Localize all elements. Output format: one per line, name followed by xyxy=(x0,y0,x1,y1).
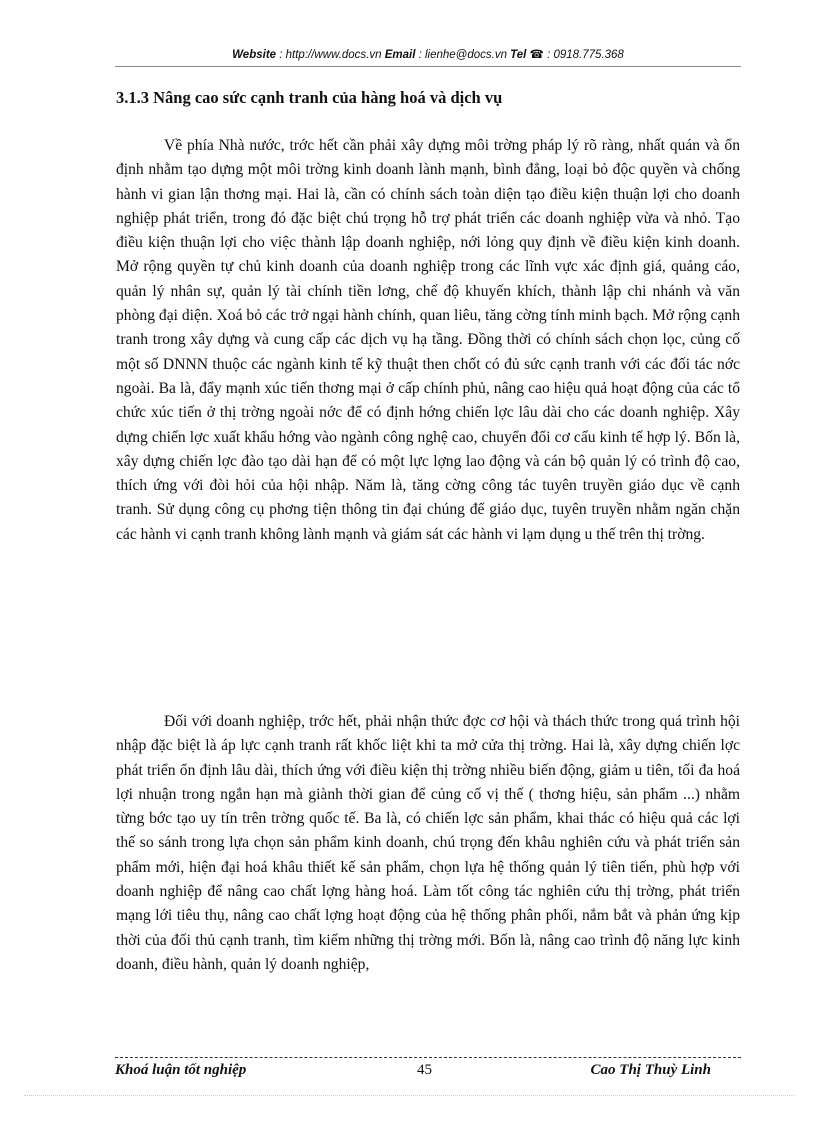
page-footer xyxy=(115,1062,741,1082)
footer-divider xyxy=(115,1057,741,1058)
paragraph-enterprise: Đối với doanh nghiệp, trớc hết, phải nhận thức đợc cơ hội và thách thức trong quá trình hội nhập đặc biệt là áp lực cạnh tranh rất khốc liệt khi ta mở cửa thị trờng. Hai là, xây dựng chiến lợc phát triển ổn định lâu dài, thích ứng với điều kiện thị trờng nhiều biến động, giảm u tiên, tối đa hoá lợi nhuận trong ngắn hạn mà giành thời gian để củng cố vị thế ( thơng hiệu, sản phẩm ...) nhằm từng bớc tạo uy tín trên trờng quốc tế. Ba là, có chiến lợc sản phẩm, khai thác có hiệu quả các lợi thế so sánh trong lựa chọn sản phẩm kinh doanh, chú trọng đến khâu nghiên cứu và phát triển sản phẩm mới, hiện đại hoá khâu thiết kế sản phẩm, chọn lựa hệ thống quản lý tiên tiến, phù hợp với doanh nghiệp để nâng cao chất lợng hàng hoá. Làm tốt công tác nghiên cứu thị trờng, phát triển mạng lới tiêu thụ, nâng cao chất lợng hoạt động của hệ thống phân phối, nắm bắt và phản ứng kịp thời của đối thủ cạnh tranh, tìm kiếm những thị trờng mới. Bốn là, nâng cao trình độ năng lực kinh doanh, điều hành, quản lý doanh nghiệp, xyxy=(116,713,740,973)
footer-thesis-label: Khoá luận tốt nghiệp xyxy=(115,1062,247,1078)
footer-author: Cao Thị Thuỳ Linh xyxy=(590,1062,711,1078)
page-header xyxy=(115,47,741,61)
section-title: 3.1.3 Nâng cao sức cạnh tranh của hàng hoá và dịch vụ xyxy=(116,88,503,107)
website-label: Website xyxy=(232,49,277,61)
header-divider xyxy=(115,66,741,67)
tel-value: : 0918.775.368 xyxy=(543,49,624,61)
bottom-divider xyxy=(24,1095,794,1096)
page-number: 45 xyxy=(417,1062,432,1078)
tel-label: Tel ☎ xyxy=(510,49,544,61)
website-value: : http://www.docs.vn xyxy=(276,49,385,61)
email-label: Email xyxy=(384,49,416,61)
paragraph-state: Về phía Nhà nước, trớc hết cần phải xây dựng môi trờng pháp lý rõ ràng, nhất quán và ổn định nhằm tạo dựng một môi trờng kinh doanh lành mạnh, bình đẳng, loại bỏ độc quyền và chống hành vi gian lận thơng mại. Hai là, cần có chính sách toàn diện tạo điều kiện thuận lợi cho doanh nghiệp phát triển, trong đó đặc biệt chú trọng hỗ trợ phát triển các doanh nghiệp vừa và nhỏ. Tạo điều kiện thuận lợi cho việc thành lập doanh nghiệp, nới lỏng quy định về điều kiện kinh doanh. Mở rộng quyền tự chủ kinh doanh của doanh nghiệp trong các lĩnh vực xác định giá, quảng cáo, quản lý nhân sự, quản lý tài chính tiền lơng, chế độ khuyến khích, thành lập chi nhánh và văn phòng đại diện. Xoá bỏ các trở ngại hành chính, quan liêu, tăng cờng tính minh bạch. Mở rộng cạnh tranh trong xây dựng và cung cấp các dịch vụ hạ tầng. Đồng thời có chính sách chọn lọc, củng cố một số DNNN thuộc các ngành kinh tế kỹ thuật then chốt có đủ sức cạnh tranh với các đối tác nớc ngoài. Ba là, đẩy mạnh xúc tiến thơng mại ở cấp chính phủ, nâng cao hiệu quả hoạt động của các tổ chức xúc tiến ở thị trờng ngoài nớc để có định hớng chiến lợc lâu dài cho các doanh nghiệp. Xây dựng chiến lợc xuất khẩu hớng vào ngành công nghệ cao, chuyển đổi cơ cấu kinh tế hợp lý. Bốn là, xây dựng chiến lợc đào tạo dài hạn để có một lực lợng lao động và cán bộ quản lý có trình độ cao, thích ứng với đòi hỏi của hội nhập. Năm là, tăng cờng công tác tuyên truyền giáo dục về cạnh tranh. Sử dụng công cụ phơng tiện thông tin đại chúng để giáo dục, tuyên truyền nhằm ngăn chặn các hành vi cạnh tranh không lành mạnh và giám sát các hành vi lạm dụng u thế trên thị trờng. xyxy=(116,137,740,543)
email-value: : lienhe@docs.vn xyxy=(415,49,511,61)
